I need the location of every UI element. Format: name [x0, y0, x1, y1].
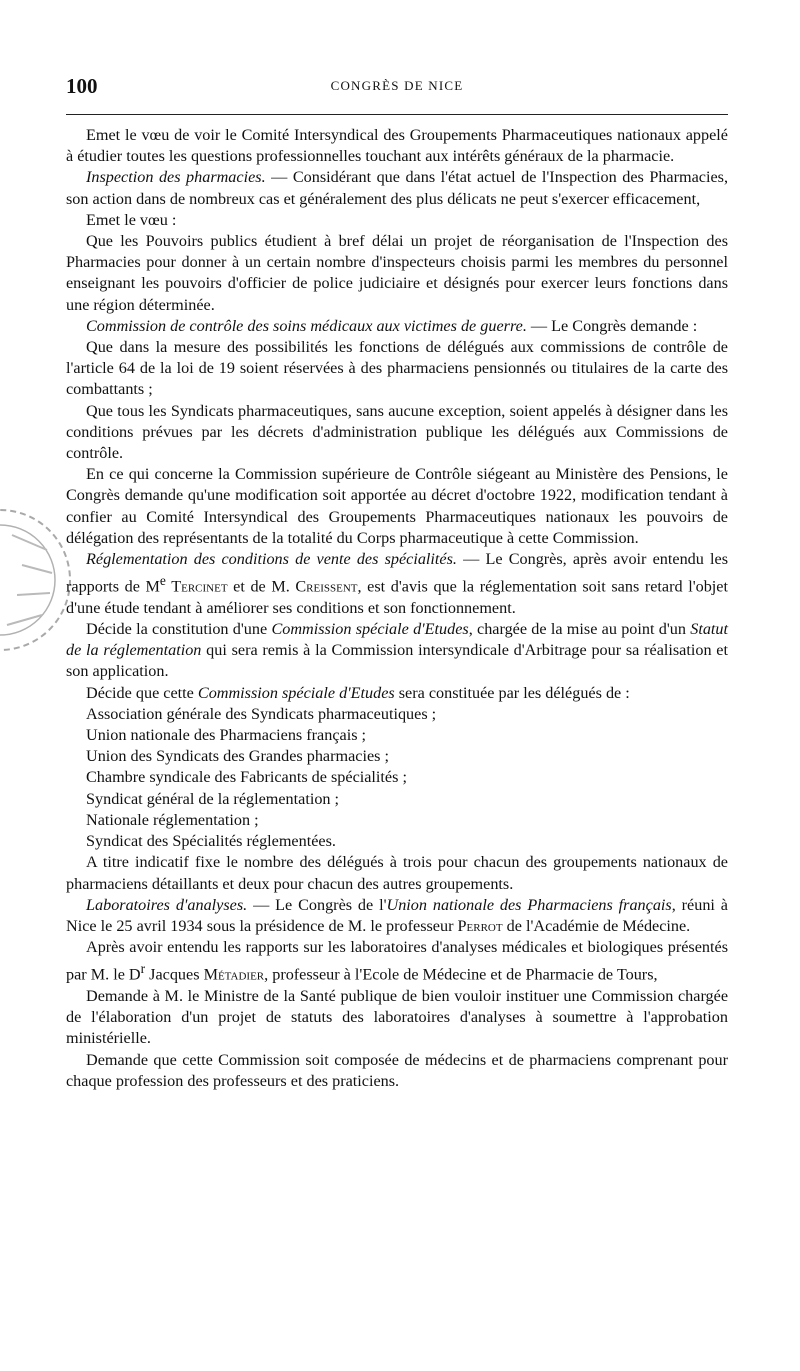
paragraph: Emet le vœu de voir le Comité Intersyndical des Groupements Pharmaceutiques nationaux appelé à étudier toutes les questions professionnelles touchant aux intérêts généraux de la pharmacie. — [66, 126, 728, 166]
paragraph: Que tous les Syndicats pharmaceutiques, sans aucune exception, soient appelés à désigner dans les conditions prévues par les décrets d'administration publique les délégués aux Commissions de contrôle. — [66, 401, 728, 463]
page-number: 100 — [66, 74, 98, 98]
running-title: CONGRÈS DE NICE — [330, 78, 464, 93]
paragraph: Que dans la mesure des possibilités les fonctions de délégués aux commissions de contrôle de l'article 64 de la loi de 19 soient réservées à des pharmaciens pensionnés ou titulaires de la carte des combattants ; — [66, 338, 728, 399]
person-name: Perrot — [457, 916, 503, 935]
list-item: Chambre syndicale des Fabricants de spécialités ; — [86, 768, 407, 787]
person-name: Creissent — [295, 577, 358, 596]
paragraph: A titre indicatif fixe le nombre des délégués à trois pour chacun des groupements nationaux de pharmaciens détaillants et deux pour chacun des autres groupements. — [66, 853, 728, 893]
page-header — [66, 74, 728, 102]
section-heading: Réglementation des conditions de vente des spécialités. — [86, 550, 457, 569]
paragraph: Inspection des pharmacies. — Considérant que dans l'état actuel de l'Inspection des Pharmacies, son action dans de nombreux cas et généralement des plus délicats ne peut s'exercer efficacement, — [66, 168, 728, 208]
list-item: Syndicat des Spécialités réglementées. — [86, 832, 336, 851]
section-heading: Commission de contrôle des soins médicaux aux victimes de guerre. — [86, 316, 527, 335]
person-name: Métadier — [203, 965, 265, 984]
section-heading: Inspection des pharmacies. — [86, 168, 266, 187]
paragraph: Réglementation des conditions de vente des spécialités. — Le Congrès, après avoir entendu les rapports de Me Tercinet et de M. Creissent, est d'avis que la réglementation soit sans retard l'objet d'une étude tendant à améliorer ses conditions et son fonctionnement. — [66, 550, 728, 617]
paragraph: Après avoir entendu les rapports sur les laboratoires d'analyses médicales et biologiques présentés par M. le $D^r$ Jacques Métadier, professeur à l'Ecole de Médecine et de Pharmacie de Tours, — [66, 938, 728, 984]
person-name: Tercinet — [165, 577, 228, 596]
paragraph: En ce qui concerne la Commission supérieure de Contrôle siégeant au Ministère des Pensions, le Congrès demande qu'une modification soit apportée au décret d'octobre 1922, modification tendant à confier au Comité Intersyndical des Groupements Pharmaceutiques nationaux les pouvoirs de délégation des représentants de la totalité du Corps pharmaceutique à cette Commission. — [66, 465, 728, 547]
paragraph: Que les Pouvoirs publics étudient à bref délai un projet de réorganisation de l'Inspection des Pharmacies pour donner à un certain nombre d'inspecteurs choisis parmi les membres du personnel enseignant les pouvoirs d'officier de police judiciaire et désignés pour exercer leurs fonctions dans une région déterminée. — [66, 232, 728, 314]
list-item: Nationale réglementation ; — [86, 810, 259, 829]
header-rule — [66, 114, 728, 115]
paragraph: Décide que cette Commission spéciale d'Etudes sera constituée par les délégués de : — [86, 683, 630, 702]
paragraph: Emet le vœu : — [86, 210, 177, 229]
list-item: Union des Syndicats des Grandes pharmacies ; — [86, 747, 389, 766]
paragraph: Décide la constitution d'une Commission spéciale d'Etudes, chargée de la mise au point d'un Statut de la réglementation qui sera remis à la Commission intersyndicale d'Arbitrage pour sa réalisation et son application. — [66, 620, 729, 681]
list-item: Union nationale des Pharmaciens français ; — [86, 726, 367, 745]
section-heading: Laboratoires d'analyses. — [86, 895, 248, 914]
paragraph: Demande que cette Commission soit composée de médecins et de pharmaciens comprenant pour chaque profession des professeurs et des praticiens. — [66, 1050, 728, 1090]
document-body — [66, 125, 728, 1092]
list-item: Association générale des Syndicats pharmaceutiques ; — [86, 704, 437, 723]
paragraph: Demande à M. le Ministre de la Santé publique de bien vouloir instituer une Commission chargée de l'élaboration d'un projet de statuts des laboratoires d'analyses à soumettre à l'approbation ministérielle. — [66, 986, 728, 1048]
paragraph: Laboratoires d'analyses. — Le Congrès de l'Union nationale des Pharmaciens français, réuni à Nice le 25 avril 1934 sous la présidence de M. le professeur Perrot de l'Académie de Médecine. — [66, 895, 728, 935]
list-item: Syndicat général de la réglementation ; — [86, 789, 340, 808]
paragraph: Commission de contrôle des soins médicaux aux victimes de guerre. — Le Congrès demande : — [86, 316, 698, 335]
